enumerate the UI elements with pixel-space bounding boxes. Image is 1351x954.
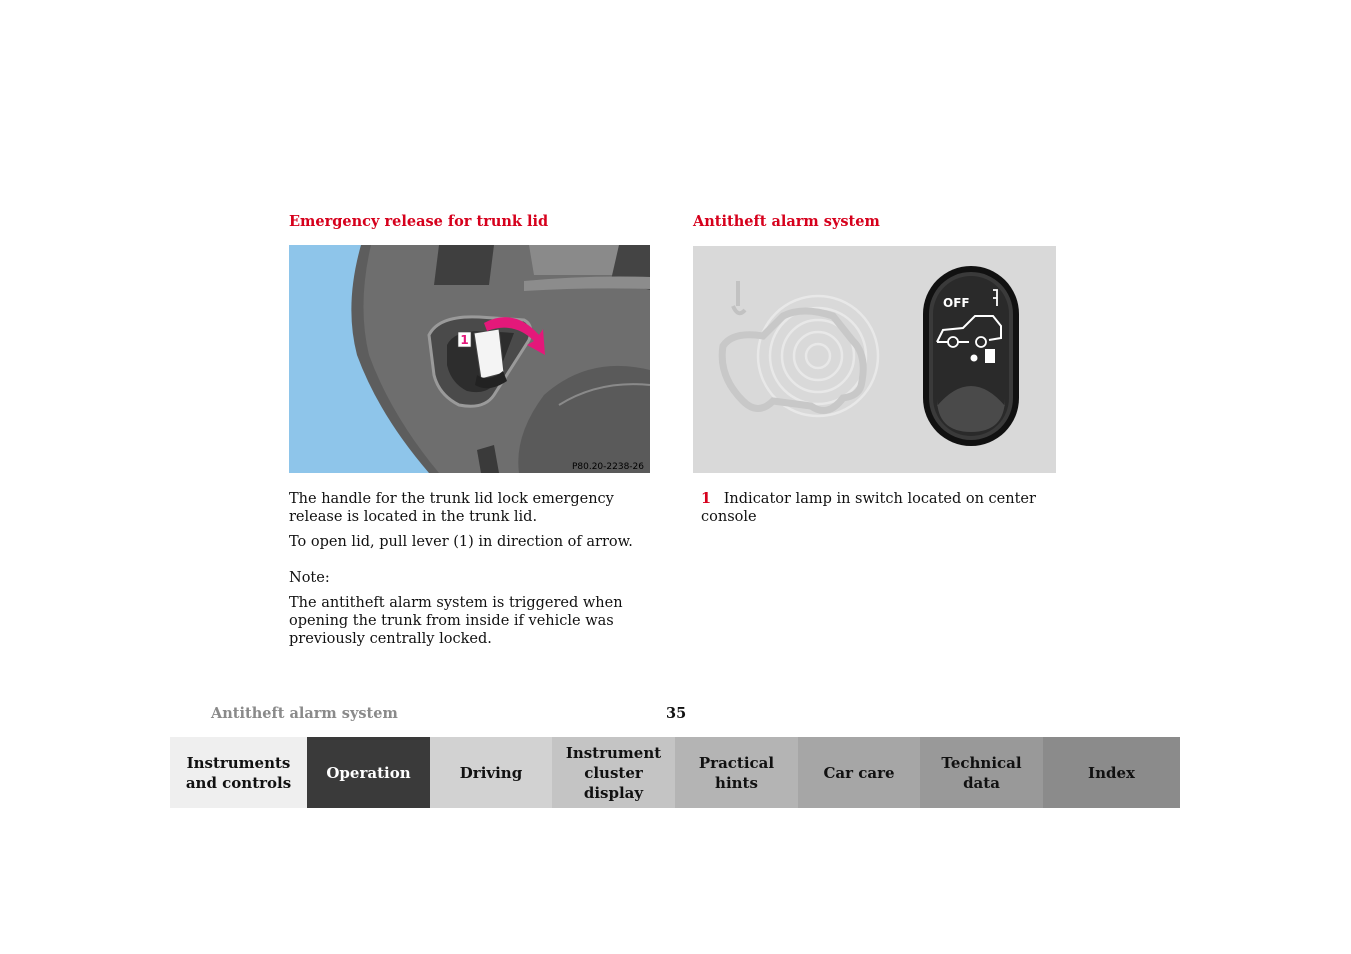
alarm-switch-figure <box>693 246 1056 473</box>
paragraph: To open lid, pull lever (1) in direction of arrow. <box>289 534 633 550</box>
note-text: The antitheft alarm system is triggered when opening the trunk from inside if vehicle was previously centrally locked. <box>289 595 623 647</box>
switch-off-label: OFF <box>943 296 970 310</box>
tab-practical-hints[interactable]: Practical hints <box>675 737 798 808</box>
note-label: Note: <box>289 570 330 586</box>
trunk-lid-release-figure <box>289 245 650 473</box>
paragraph: The handle for the trunk lid lock emergency release is located in the trunk lid. <box>289 491 614 525</box>
tab-index[interactable]: Index <box>1043 737 1180 808</box>
section-heading-emergency-release: Emergency release for trunk lid <box>289 213 549 230</box>
legend-number: 1 <box>701 490 712 507</box>
page-number: 35 <box>666 705 687 722</box>
chapter-navigation <box>170 737 1180 808</box>
legend-text: Indicator lamp in switch located on center console <box>701 491 1036 525</box>
tab-driving[interactable]: Driving <box>430 737 552 808</box>
tab-technical-data[interactable]: Technical data <box>920 737 1043 808</box>
footer-section-title: Antitheft alarm system <box>211 705 398 722</box>
tab-instruments-and-controls[interactable]: Instruments and controls <box>170 737 307 808</box>
tab-operation[interactable]: Operation <box>307 737 430 808</box>
tab-car-care[interactable]: Car care <box>798 737 920 808</box>
trunk-lid-illustration <box>289 245 650 473</box>
left-body <box>289 490 659 648</box>
alarm-switch-illustration <box>693 246 1056 473</box>
figure-legend <box>701 490 1071 526</box>
figure-code: P80.20-2238-26 <box>571 462 644 472</box>
section-heading-antitheft: Antitheft alarm system <box>693 213 880 230</box>
tab-instrument-cluster-display[interactable]: Instrument cluster display <box>552 737 675 808</box>
figure-callout-number: 1 <box>460 333 469 347</box>
